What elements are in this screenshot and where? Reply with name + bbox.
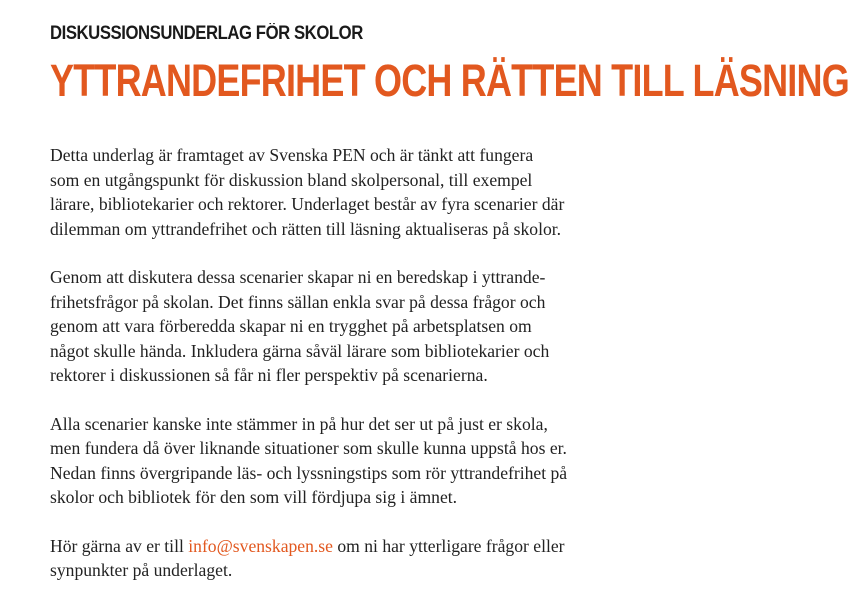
text-line: Nedan finns övergripande läs- och lyssningstips som rör yttrandefrihet på	[50, 462, 568, 483]
paragraph-scenarios	[50, 412, 650, 510]
text-line: skolor och bibliotek för den som vill fördjupa sig i ämnet.	[50, 487, 458, 507]
text-line: frihetsfrågor på skolan. Det finns sällan enkla svar på dessa frågor och	[50, 291, 546, 312]
text-line: Alla scenarier kanske inte stämmer in på hur det ser ut på just er skola,	[50, 413, 548, 434]
text-line: synpunkter på underlaget.	[50, 560, 233, 580]
email-link[interactable]: info@svenskapen.se	[188, 535, 333, 556]
document-title: YTTRANDEFRIHET OCH RÄTTEN TILL LÄSNING	[50, 55, 849, 106]
text-line	[50, 534, 650, 559]
contact-text-after: om ni har ytterligare frågor eller	[332, 535, 565, 556]
text-line: genom att vara förberedda skapar ni en trygghet på arbetsplatsen om	[50, 316, 532, 336]
document-eyebrow: DISKUSSIONSUNDERLAG FÖR SKOLOR	[50, 23, 363, 44]
text-line: men fundera då över liknande situationer som skulle kunna uppstå hos er.	[50, 438, 567, 458]
contact-text-before: Hör gärna av er till	[50, 535, 189, 556]
text-line: dilemman om yttrandefrihet och rätten till läsning aktualiseras på skolor.	[50, 218, 562, 239]
document-page	[50, 22, 849, 607]
text-line: något skulle hända. Inkludera gärna såväl lärare som bibliotekarier och	[50, 340, 550, 361]
text-line: lärare, bibliotekarier och rektorer. Underlaget består av fyra scenarier där	[50, 194, 565, 214]
text-line: Detta underlag är framtaget av Svenska PEN och är tänkt att fungera	[50, 145, 534, 165]
paragraph-discussion	[50, 265, 650, 388]
text-line: rektorer i diskussionen så får ni fler perspektiv på scenarierna.	[50, 365, 488, 385]
document-body	[50, 143, 650, 583]
paragraph-intro	[50, 143, 650, 241]
text-line: Genom att diskutera dessa scenarier skapar ni en beredskap i yttrande-	[50, 267, 546, 287]
text-line: som en utgångspunkt för diskussion bland skolpersonal, till exempel	[50, 169, 533, 190]
paragraph-contact	[50, 534, 650, 583]
